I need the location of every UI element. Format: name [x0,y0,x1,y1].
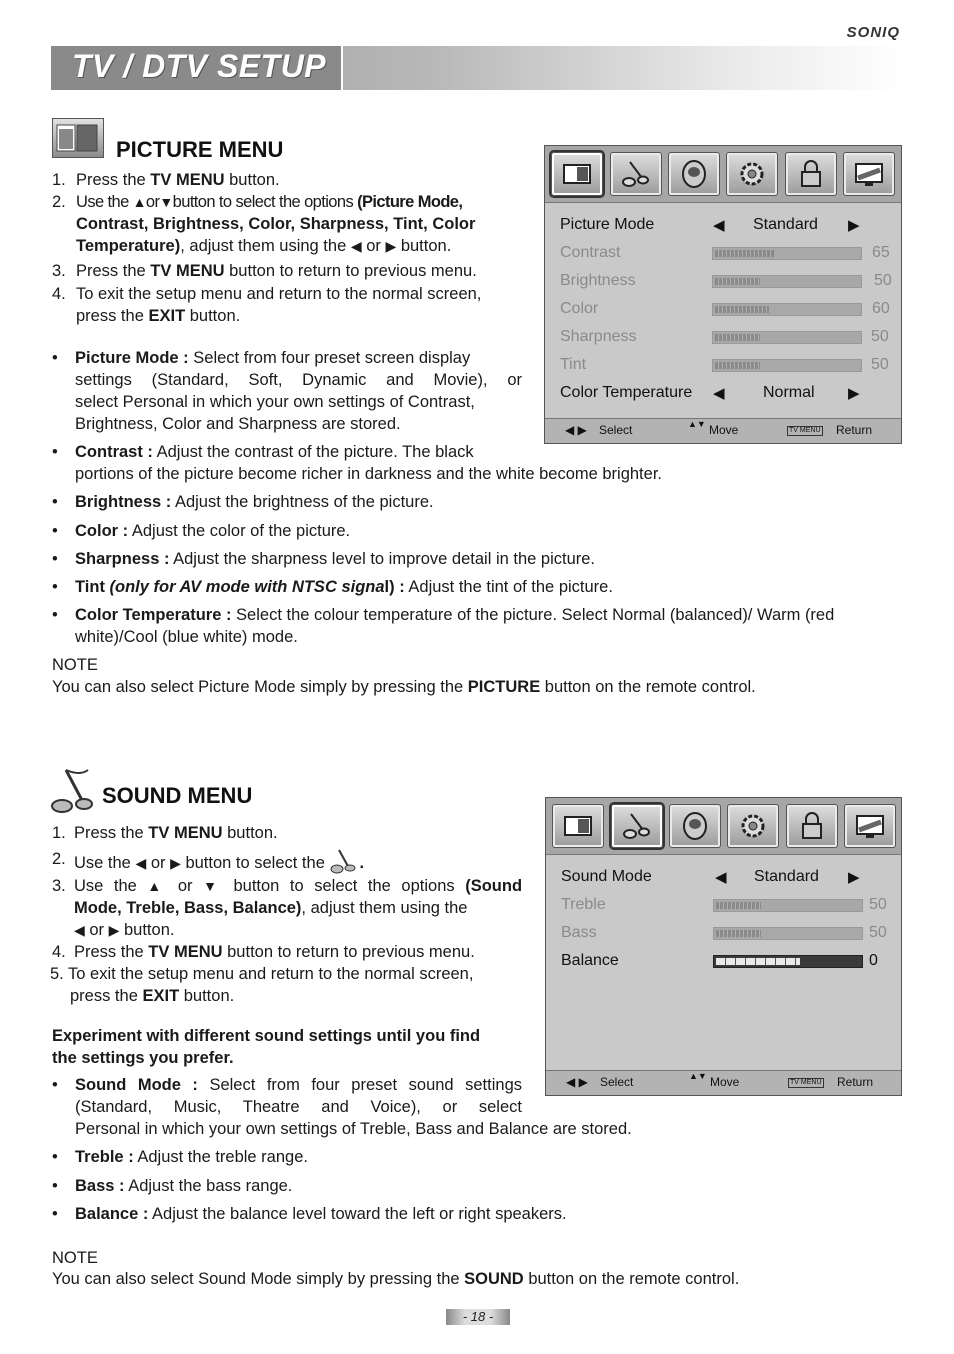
osd-contrast-bar[interactable] [712,247,862,260]
osd-tint-value: 50 [871,356,889,373]
osd-treble-value: 50 [869,896,887,913]
lock-tab-icon[interactable] [785,152,837,196]
page-title: TV / DTV SETUP [72,48,327,84]
osd-color-label[interactable]: Color [560,300,599,317]
sound-step-5-line2: press the EXIT button. [70,987,235,1005]
osd-left-arrow-icon[interactable]: ◀ [713,217,725,234]
picture-menu-title: PICTURE MENU [116,137,284,162]
picture-note: You can also select Picture Mode simply by pressing the PICTURE button on the remote control. [52,678,756,696]
sound-note: You can also select Sound Mode simply by pressing the SOUND button on the remote control. [52,1270,740,1288]
sound-note-icon [329,848,359,870]
picture-menu-osd [544,145,902,444]
page-number: - 18 - [446,1309,510,1325]
footer-select-label: Select [599,423,633,437]
osd-treble-label[interactable]: Treble [561,896,606,913]
osd-footer [546,1070,901,1095]
osd-icon-bar [545,146,901,203]
sound-menu-osd [545,797,902,1096]
osd-brightness-bar[interactable] [712,275,862,288]
osd-left-arrow-icon[interactable]: ◀ [715,869,727,886]
osd-color-bar[interactable] [712,303,862,316]
osd-right-arrow-icon[interactable]: ▶ [848,385,860,402]
osd-brightness-label[interactable]: Brightness [560,272,636,289]
osd-picture-mode-value: Standard [753,216,818,233]
footer-select-label: Select [600,1075,634,1089]
osd-color-value: 60 [872,300,890,317]
select-arrows-icon: ◀ ▶ [566,1075,588,1089]
osd-color-temperature-label[interactable]: Color Temperature [560,384,693,401]
osd-balance-label[interactable]: Balance [561,952,619,969]
osd-brightness-value: 50 [874,272,892,289]
experiment-text-line2: the settings you prefer. [52,1049,234,1067]
sound-tab-icon[interactable] [611,804,663,848]
osd-tint-label[interactable]: Tint [560,356,587,373]
osd-footer [545,418,901,443]
footer-move-label: Move [710,1075,740,1089]
osd-contrast-value: 65 [872,244,890,261]
osd-sound-mode-label[interactable]: Sound Mode [561,868,652,885]
tv-tab-icon[interactable] [844,804,896,848]
sound-note-label: NOTE [52,1249,98,1267]
setup-gear-icon[interactable] [727,804,779,848]
osd-contrast-label[interactable]: Contrast [560,244,621,261]
tv-menu-key-icon: TV MENU [789,427,821,434]
channel-tab-icon[interactable] [668,152,720,196]
setup-gear-icon[interactable] [726,152,778,196]
osd-sharpness-label[interactable]: Sharpness [560,328,637,345]
picture-note-label: NOTE [52,656,98,674]
osd-tint-bar[interactable] [712,359,862,372]
experiment-text: Experiment with different sound settings until you find [52,1027,481,1045]
osd-sharpness-value: 50 [871,328,889,345]
sound-menu-icon [50,768,94,819]
select-arrows-icon: ◀ ▶ [565,423,587,437]
sound-tab-icon[interactable] [610,152,662,196]
osd-icon-bar [546,798,901,855]
brand-logo: SONIQ [846,24,900,41]
osd-bass-bar[interactable] [713,927,863,940]
osd-bass-label[interactable]: Bass [561,924,597,941]
osd-sound-mode-value: Standard [754,868,819,885]
picture-tab-icon[interactable] [552,804,604,848]
osd-sharpness-bar[interactable] [712,331,862,344]
move-arrows-icon: ▲▼ [689,1071,707,1081]
tv-menu-key-icon: TV MENU [790,1079,822,1086]
footer-return-label: Return [836,423,873,437]
osd-balance-value: 0 [869,952,878,969]
picture-tab-icon[interactable] [551,152,603,196]
sound-menu-title: SOUND MENU [102,783,253,808]
footer-return-label: Return [837,1075,874,1089]
picture-menu-icon [52,118,104,158]
osd-right-arrow-icon[interactable]: ▶ [848,869,860,886]
osd-balance-slider[interactable] [713,955,863,968]
osd-treble-bar[interactable] [713,899,863,912]
sound-step-5: 5. To exit the setup menu and return to the normal screen, [50,965,474,983]
osd-picture-mode-label[interactable]: Picture Mode [560,216,655,233]
osd-left-arrow-icon[interactable]: ◀ [713,385,725,402]
move-arrows-icon: ▲▼ [688,419,706,429]
footer-move-label: Move [709,423,739,437]
channel-tab-icon[interactable] [669,804,721,848]
lock-tab-icon[interactable] [786,804,838,848]
osd-bass-value: 50 [869,924,887,941]
osd-right-arrow-icon[interactable]: ▶ [848,217,860,234]
osd-color-temperature-value: Normal [763,384,815,401]
tv-tab-icon[interactable] [843,152,895,196]
